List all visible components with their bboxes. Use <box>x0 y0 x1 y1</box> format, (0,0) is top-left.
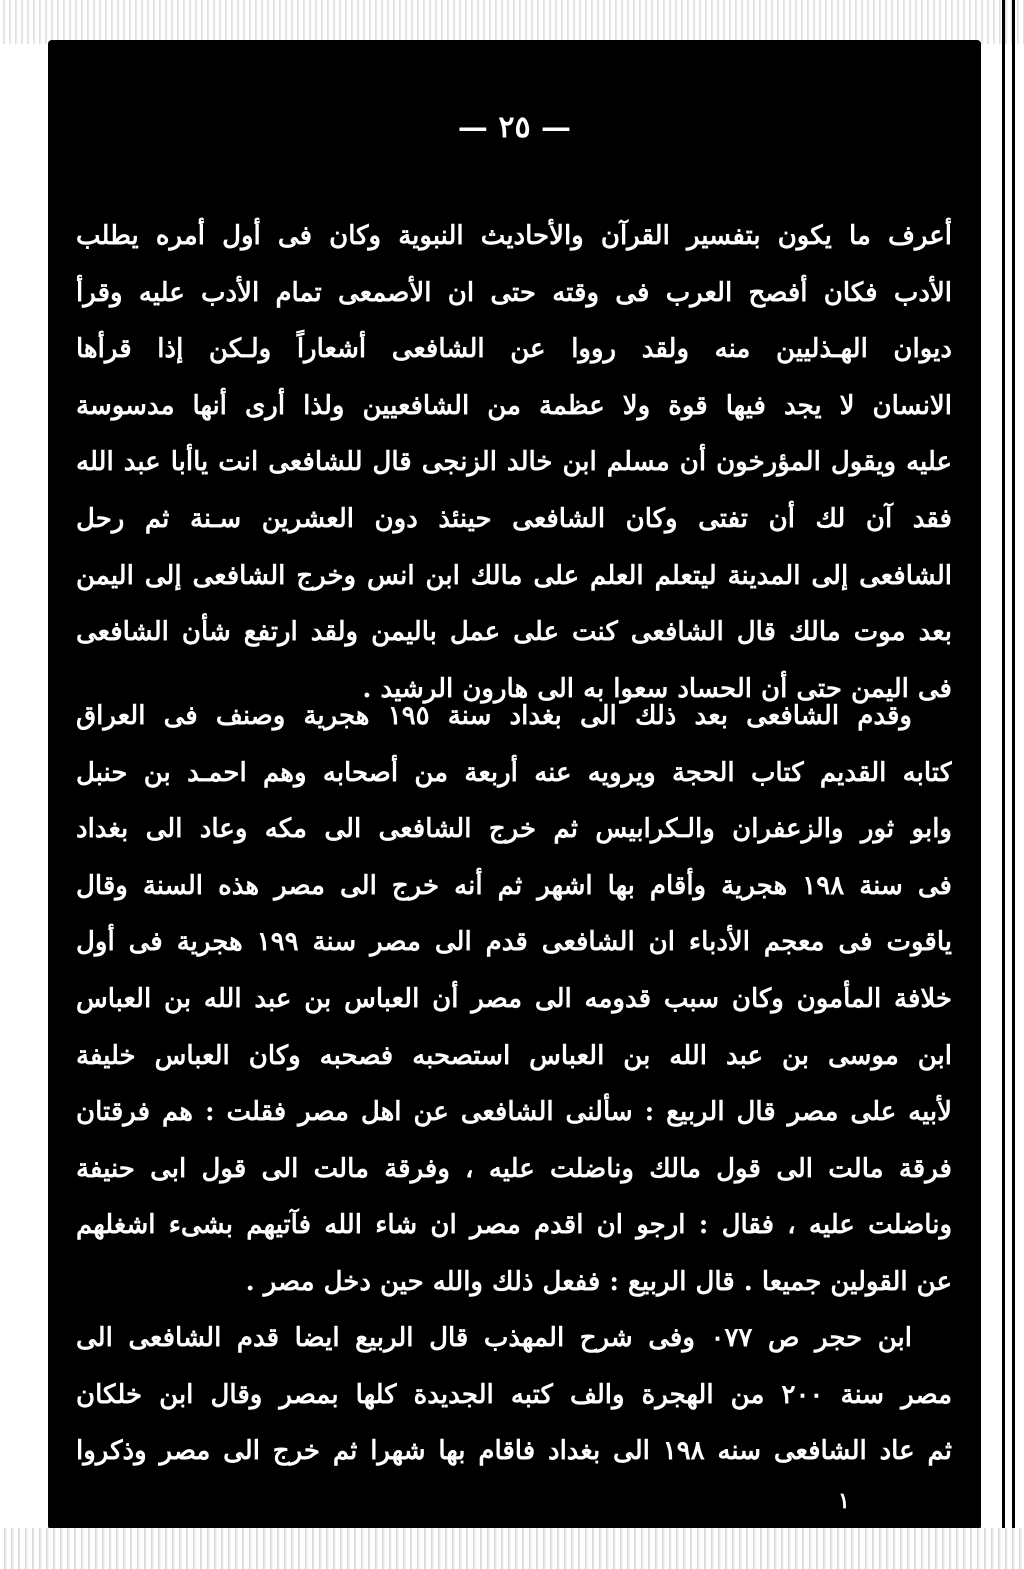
text-line: أعرف ما يكون بتفسير القرآن والأحاديث النبوية وكان فى أول أمره يطلب <box>76 221 952 251</box>
text-line: عليه ويقول المؤرخون أن مسلم ابن خالد الزنجى قال للشافعى انت ياأبا عبد الله <box>76 447 952 478</box>
text-line: وناضلت عليه ، فقال : ارجو ان اقدم مصر ان شاء الله فآتيهم بشىء اشغلهم <box>76 1210 952 1241</box>
text-line: عن القولين جميعا . قال الربيع : ففعل ذلك والله حين دخل مصر . <box>245 1266 952 1297</box>
page-number: — ٢٥ — <box>457 110 572 145</box>
text-line: بعد موت مالك قال الشافعى كنت على عمل باليمن ولقد ارتفع شأن الشافعى <box>76 617 952 648</box>
text-line: مصر سنة ٢٠٠ من الهجرة والف كتبه الجديدة كلها بمصر وقال ابن خلكان <box>76 1379 952 1410</box>
text-line: ديوان الهـذليين منه ولقد رووا عن الشافعى أشعاراً ولـكن إذا قرأها <box>76 334 952 365</box>
text-line: فى سنة ١٩٨ هجرية وأقام بها اشهر ثم أنه خرج الى مصر هذه السنة وقال <box>76 870 952 901</box>
text-line: ياقوت فى معجم الأدباء ان الشافعى قدم الى مصر سنة ١٩٩ هجرية فى أول <box>76 927 952 958</box>
text-line: الأدب فكان أفصح العرب فى وقته حتى ان الأصمعى تمام الأدب عليه وقرأ <box>76 277 952 308</box>
text-line: فرقة مالت الى قول مالك وناضلت عليه ، وفرقة مالت الى قول ابى حنيفة <box>76 1153 952 1184</box>
text-line: لأبيه على مصر قال الربيع : سألنى الشافعى عن اهل مصر فقلت : هم فرقتان <box>76 1097 952 1128</box>
text-line: ثم عاد الشافعى سنه ١٩٨ الى بغداد فاقام بها شهرا ثم خرج الى مصر وذكروا <box>76 1436 952 1467</box>
paragraph-2 <box>76 688 952 1311</box>
text-line: الشافعى إلى المدينة ليتعلم العلم على مالك ابن انس وخرج الشافعى إلى اليمن <box>76 560 952 591</box>
text-line: فى اليمن حتى أن الحساد سعوا به الى هارون الرشيد . <box>362 673 952 704</box>
book-page <box>48 40 981 1530</box>
text-line: فقد آن لك أن تفتى وكان الشافعى حينئذ دون العشرين سـنة ثم رحل <box>76 503 952 534</box>
text-line: ابن حجر ص ٠٧٧ وفى شرح المهذب قال الربيع ايضا قدم الشافعى الى <box>76 1323 912 1353</box>
text-line: وابو ثور والزعفران والـكرابيس ثم خرج الشافعى الى مكه وعاد الى بغداد <box>76 814 952 845</box>
footer-mark: ١ <box>838 1488 850 1514</box>
text-line: ابن موسى بن عبد الله بن العباس استصحبه فصحبه وكان العباس خليفة <box>76 1040 952 1071</box>
text-line: كتابه القديم كتاب الحجة ويرويه عنه أربعة من أصحابه وهم احمـد بن حنبل <box>76 757 952 788</box>
paragraph-1 <box>76 208 952 717</box>
scan-top-edge <box>0 0 1024 44</box>
text-line: وقدم الشافعى بعد ذلك الى بغداد سنة ١٩٥ هجرية وصنف فى العراق <box>76 701 912 731</box>
scan-bottom-edge <box>0 1528 1024 1569</box>
paragraph-3 <box>76 1310 952 1480</box>
text-line: الانسان لا يجد فيها قوة ولا عظمة من الشافعيين ولذا أرى أنها مدسوسة <box>76 390 952 421</box>
scan-right-edge <box>998 0 1024 1569</box>
text-line: خلافة المأمون وكان سبب قدومه الى مصر أن العباس بن عبد الله بن العباس <box>76 983 952 1014</box>
